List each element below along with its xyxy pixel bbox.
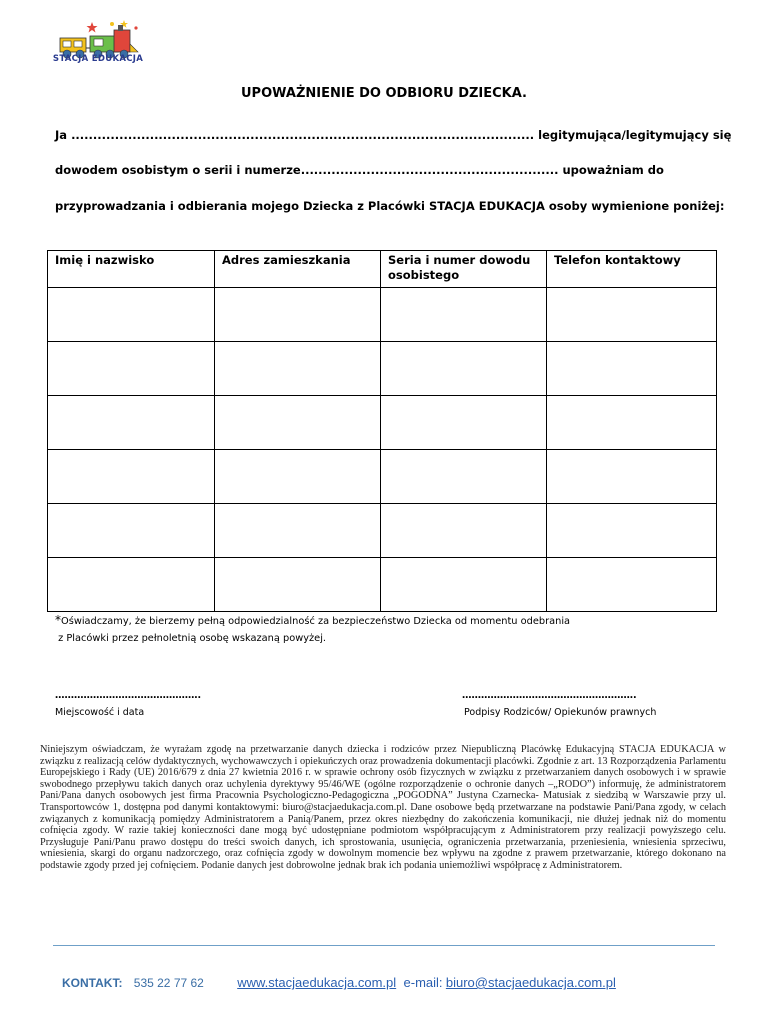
table-cell[interactable] [381,450,547,504]
table-cell[interactable] [215,504,381,558]
declaration-line-1 [55,128,731,142]
table-cell[interactable] [381,396,547,450]
column-header-id: Seria i numer dowodu osobistego [381,251,547,288]
place-date-field[interactable]: ………………………………………. [55,690,202,701]
table-cell[interactable] [547,396,717,450]
table-cell[interactable] [48,288,215,342]
table-cell[interactable] [48,396,215,450]
page-title: UPOWAŻNIENIE DO ODBIORU DZIECKA. [241,86,527,101]
footer [62,975,616,990]
contact-label: KONTAKT: [62,976,123,990]
line2-prefix: dowodem osobistym o serii i numerze [55,163,301,177]
logo-text: STACJA EDUKACJA [52,54,144,64]
table-row [48,342,717,396]
declaration-line-3: przyprowadzania i odbierania mojego Dziecka z Placówki STACJA EDUKACJA osoby wymienione poniżej: [55,199,725,213]
table-row [48,396,717,450]
table-cell[interactable] [547,288,717,342]
place-date-signature [55,690,201,718]
table-cell[interactable] [215,558,381,612]
table-header-row [48,251,717,288]
parents-signature-field[interactable]: ………………………………………………. [462,690,637,701]
column-header-phone: Telefon kontaktowy [547,251,717,288]
table-cell[interactable] [547,558,717,612]
note-line-2: z Placówki przez pełnoletnią osobę wskazaną powyżej. [58,633,327,644]
line2-suffix: upoważniam do [562,163,664,177]
footer-divider [53,945,715,946]
email-link[interactable]: biuro@stacjaedukacja.com.pl [445,975,616,990]
table-row [48,288,717,342]
id-number-fill-field[interactable]: ........................................................... [300,163,559,177]
table-cell[interactable] [381,342,547,396]
table-row [48,450,717,504]
table-row [48,504,717,558]
parents-signature-label: Podpisy Rodziców/ Opiekunów prawnych [464,707,657,718]
authorized-persons-table [47,250,717,612]
responsibility-note [55,612,570,647]
parents-signature [462,690,656,718]
declaration-line-2 [55,163,664,177]
place-date-label: Miejscowość i data [55,707,145,718]
table-cell[interactable] [381,504,547,558]
table-cell[interactable] [547,504,717,558]
column-header-address: Adres zamieszkania [215,251,381,288]
table-cell[interactable] [381,558,547,612]
asterisk: * [55,613,61,627]
name-fill-field[interactable]: .......................................................................................................... [71,128,535,142]
line1-suffix: legitymująca/legitymujący się [538,128,732,142]
table-cell[interactable] [215,342,381,396]
table-cell[interactable] [48,558,215,612]
table-cell[interactable] [215,288,381,342]
phone-number: 535 22 77 62 [133,976,204,990]
table-cell[interactable] [48,450,215,504]
table-cell[interactable] [547,450,717,504]
table-row [48,558,717,612]
gdpr-consent-text: Niniejszym oświadczam, że wyrażam zgodę na przetwarzanie danych dziecka i rodziców przez Niepubliczną Placówkę Edukacyjną STACJA EDUKACJA w związku z realizacją celów dydaktycznych, wychowawczych i opiekuńczych oraz prowadzenia dokumentacji placówki. Zgodnie z art. 13 Rozporządzenia Parlamentu Europejskiego i Rady (UE) 2016/679 z dnia 27 kwietnia 2016 r. w sprawie ochrony osób fizycznych w związku z przetwarzaniem danych osobowych i w sprawie swobodnego przepływu takich danych oraz uchylenia dyrektywy 95/46/WE (ogólne rozporządzenie o ochronie danych –„RODO”) informuję, że administratorem Pani/Pana danych osobowych jest firma Pracownia Psychologiczno-Pedagogiczna „POGODNA” Justyna Czarnecka- Matusiak z siedzibą w Warszawie przy ul. Transportowców 1, dostępna pod danymi kontaktowymi: biuro@stacjaedukacja.com.pl. Dane osobowe będą przetwarzane na podstawie Pani/Pana zgody, w celach związanych z komunikacją pomiędzy Administratorem a Panią/Panem, przez okres niezbędny do zakończenia komunikacji, nie dłużej jednak niż do momentu cofnięcia zgody. W razie takiej konieczności dane mogą być udostępniane podmiotom współpracującym z Administratorem przy realizacji powyższego celu. Przysługuje Pani/Panu prawo dostępu do treści swoich danych, ich sprostowania, usunięcia, ograniczenia przetwarzania, przeniesienia, wniesienia sprzeciwu, wniesienia, skargi do organu nadzorczego, oraz cofnięcia zgody w dowolnym momencie bez wpływu na zgodne z prawem przetwarzanie, którego dokonano na podstawie zgody przed jej cofnięciem. Podanie danych jest dobrowolne jednak brak ich podania uniemożliwi współpracę z Administratorem. [40,744,726,871]
table-cell[interactable] [381,288,547,342]
website-link[interactable]: www.stacjaedukacja.com.pl [237,975,397,990]
email-label: e-mail: [403,975,443,990]
table-cell[interactable] [48,342,215,396]
table-cell[interactable] [215,396,381,450]
column-header-name: Imię i nazwisko [48,251,215,288]
table-cell[interactable] [48,504,215,558]
note-line-1: Oświadczamy, że bierzemy pełną odpowiedzialność za bezpieczeństwo Dziecka od momentu odebrania [61,616,571,627]
table-cell[interactable] [215,450,381,504]
table-cell[interactable] [547,342,717,396]
line1-prefix: Ja [55,128,68,142]
